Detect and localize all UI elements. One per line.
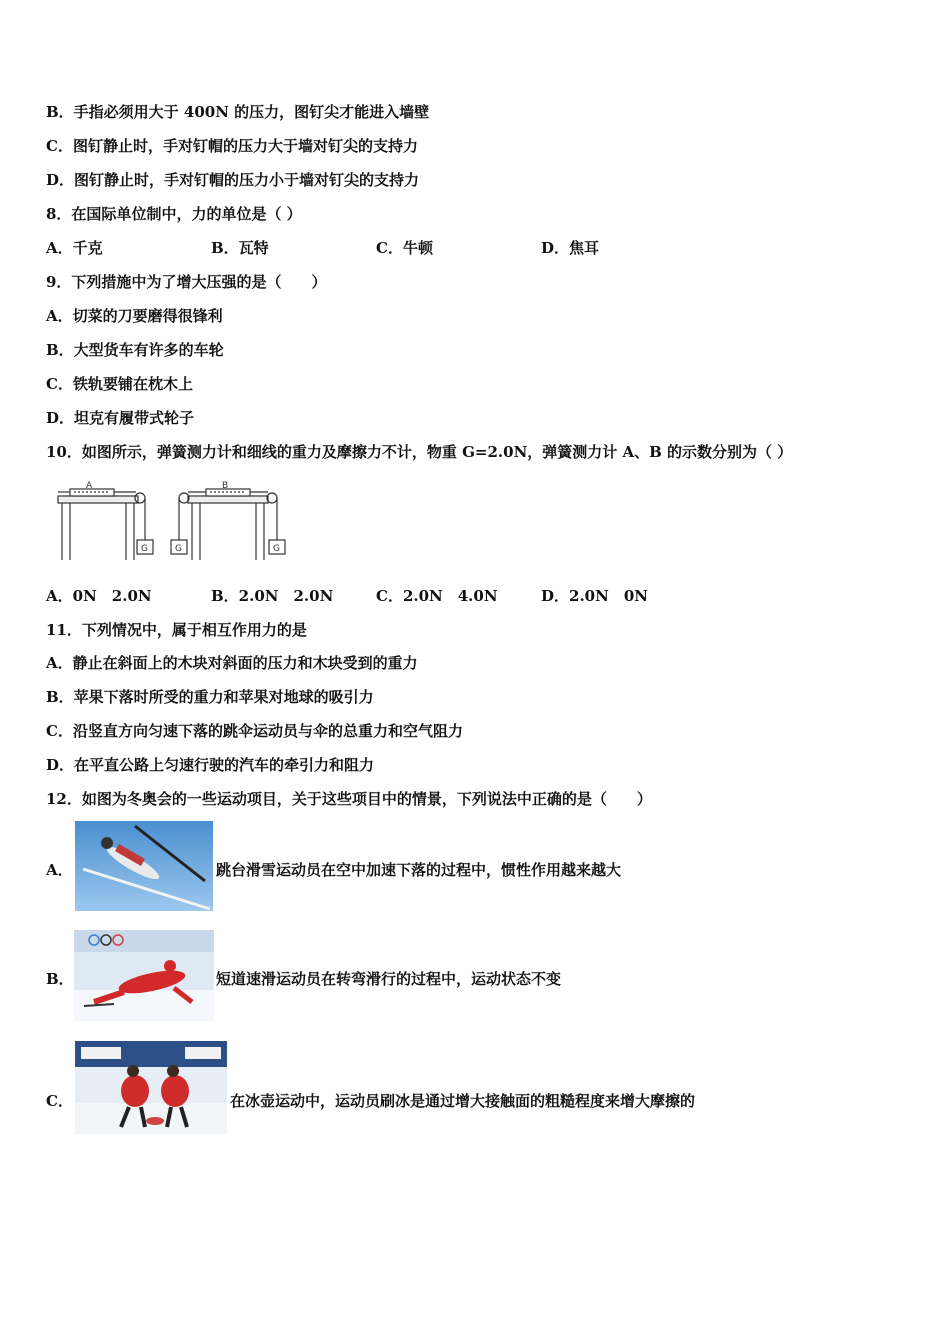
q9-stem: 9．下列措施中为了增大压强的是（ ）: [46, 273, 327, 291]
q11-option-c: C．沿竖直方向匀速下落的跳伞运动员与伞的总重力和空气阻力: [46, 722, 463, 740]
q9-option-d: D．坦克有履带式轮子: [46, 409, 195, 427]
q12-option-a-text: 跳台滑雪运动员在空中加速下落的过程中，惯性作用越来越大: [216, 861, 622, 879]
q7-option-d: D．图钉静止时，手对钉帽的压力小于墙对钉尖的支持力: [46, 171, 420, 189]
q11-option-b: B．苹果下落时所受的重力和苹果对地球的吸引力: [46, 688, 374, 706]
scale-b-label: B: [222, 481, 229, 491]
q11-stem: 11．下列情况中，属于相互作用力的是: [46, 621, 307, 639]
speed-skating-photo: [74, 930, 214, 1021]
q12-option-b-label: B．: [46, 970, 74, 988]
q9-option-a: A．切菜的刀要磨得很锋利: [46, 307, 223, 325]
q12-option-b-text: 短道速滑运动员在转弯滑行的过程中，运动状态不变: [216, 970, 562, 988]
setup-a: [58, 481, 153, 560]
q10-option-c: C．2.0N 4.0N: [376, 587, 498, 605]
q7-option-b: B．手指必须用大于 400N 的压力，图钉尖才能进入墙壁: [46, 103, 430, 121]
q12-option-a-label: A．: [46, 861, 73, 879]
curling-photo: [75, 1041, 227, 1134]
q8-stem: 8．在国际单位制中，力的单位是（ ）: [46, 205, 302, 223]
scale-a-label: A: [86, 481, 93, 491]
q10-option-b: B．2.0N 2.0N: [211, 587, 334, 605]
q12-option-c-text: 在冰壶运动中，运动员刷冰是通过增大接触面的粗糙程度来增大摩擦的: [230, 1092, 696, 1110]
q9-option-c: C．铁轨要铺在枕木上: [46, 375, 193, 393]
weight-b-left-label: G: [175, 544, 182, 554]
q8-option-a: A．千克: [46, 239, 103, 257]
weight-b-right-label: G: [273, 544, 280, 554]
q8-option-d: D．焦耳: [541, 239, 600, 257]
q10-option-d: D．2.0N 0N: [541, 587, 648, 605]
q11-option-a: A．静止在斜面上的木块对斜面的压力和木块受到的重力: [46, 654, 418, 672]
q8-option-c: C．牛顿: [376, 239, 433, 257]
q12-stem: 12．如图为冬奥会的一些运动项目，关于这些项目中的情景，下列说法中正确的是（ ）: [46, 790, 652, 808]
q7-option-c: C．图钉静止时，手对钉帽的压力大于墙对钉尖的支持力: [46, 137, 418, 155]
setup-b: [171, 481, 285, 560]
q12-option-c-label: C．: [46, 1092, 73, 1110]
q10-figure: [50, 478, 290, 570]
q10-stem: 10．如图所示，弹簧测力计和细线的重力及摩擦力不计，物重 G=2.0N，弹簧测力计 A、B 的示数分别为（ ）: [46, 443, 793, 461]
q8-option-b: B．瓦特: [211, 239, 269, 257]
weight-a-label: G: [141, 544, 148, 554]
q9-option-b: B．大型货车有许多的车轮: [46, 341, 224, 359]
q11-option-d: D．在平直公路上匀速行驶的汽车的牵引力和阻力: [46, 756, 375, 774]
ski-jump-photo: [75, 821, 213, 911]
q10-option-a: A．0N 2.0N: [46, 587, 152, 605]
